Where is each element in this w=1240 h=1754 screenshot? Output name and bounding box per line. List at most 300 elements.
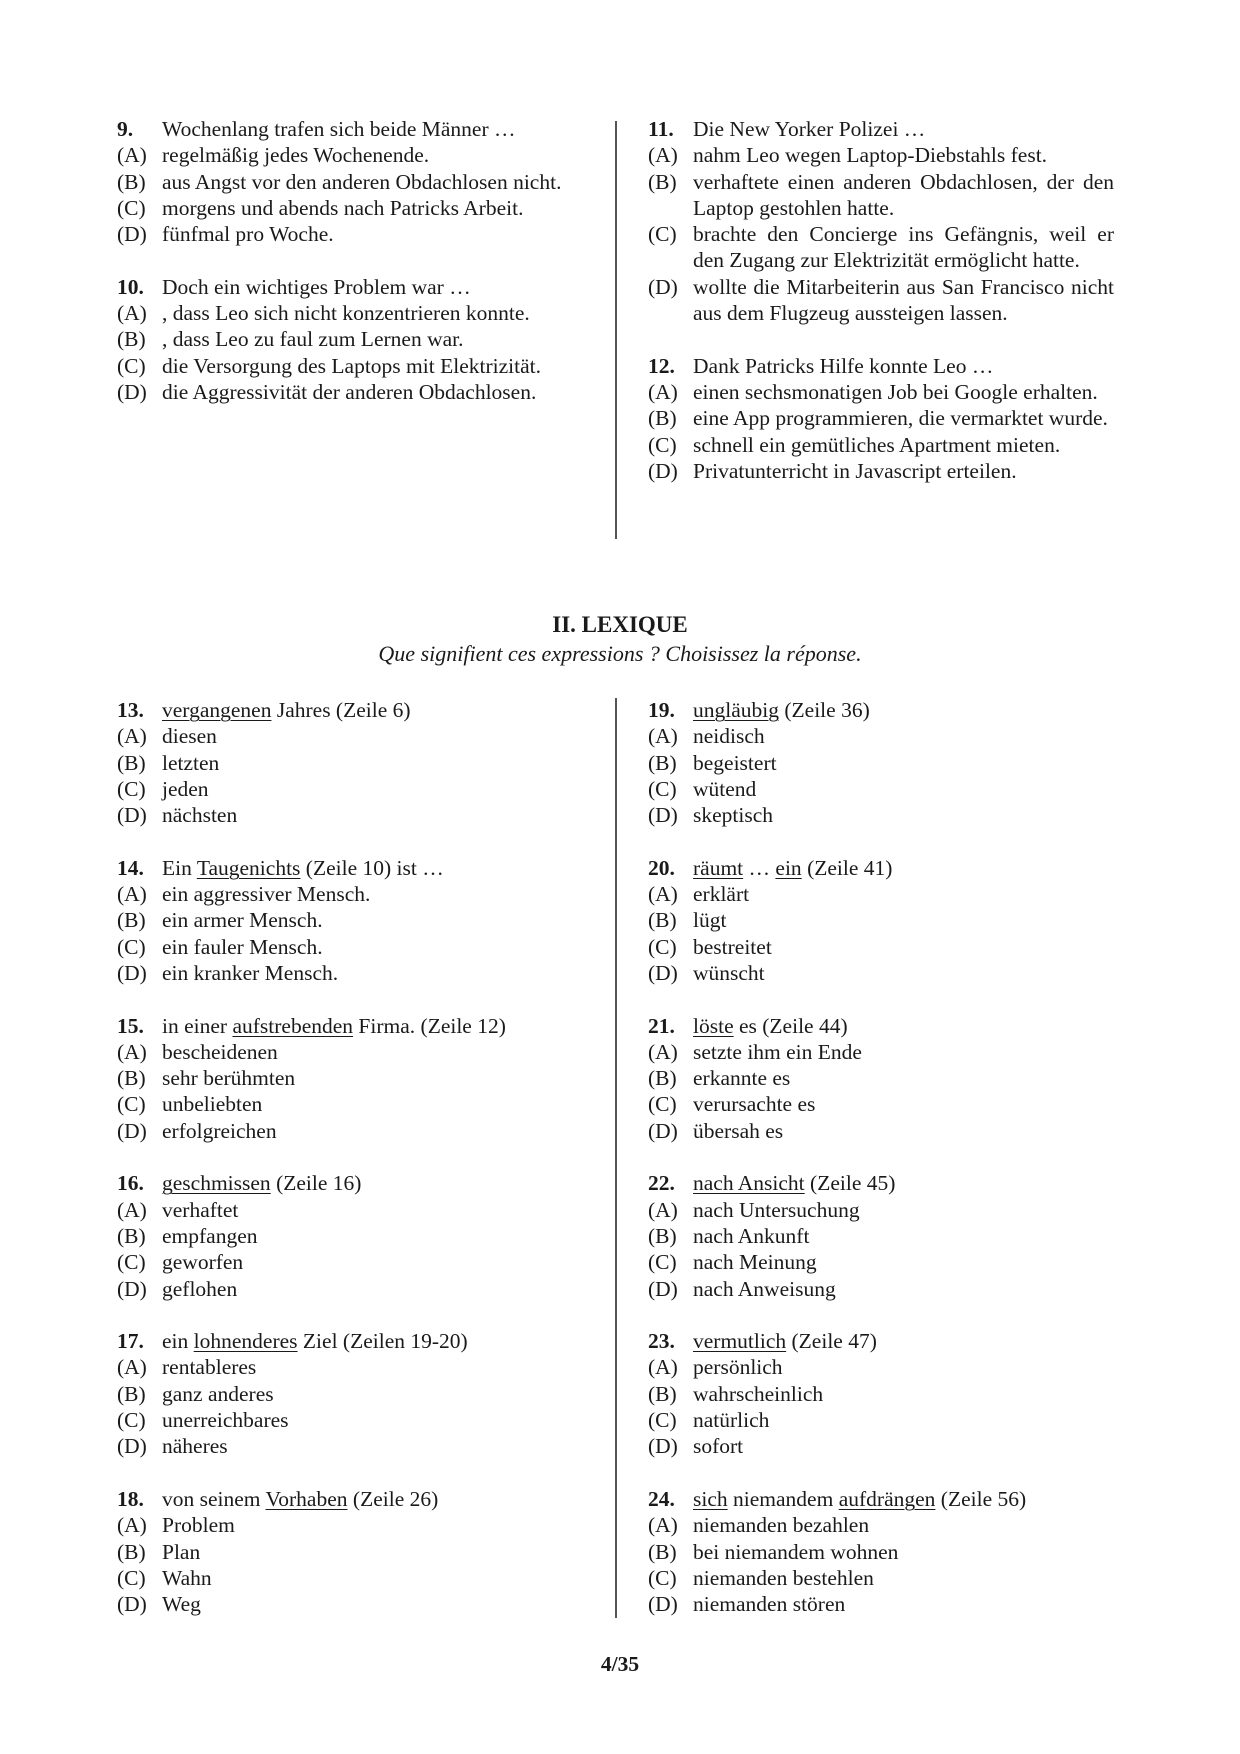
option-text: letzten bbox=[162, 750, 220, 775]
stem-text: (Zeile 41) bbox=[801, 855, 893, 880]
option-letter: (C) bbox=[117, 195, 146, 220]
option-text: , dass Leo sich nicht konzentrieren konnte. bbox=[162, 301, 530, 326]
option-text: verhaftete einen anderen Obdachlosen, der den Laptop gestohlen hatte. bbox=[693, 169, 1114, 220]
question-number: 12. bbox=[648, 353, 675, 378]
question-stem bbox=[648, 1486, 1114, 1512]
stem-text: Jahres (Zeile 6) bbox=[271, 698, 411, 722]
answer-option bbox=[648, 1512, 1114, 1538]
answer-option bbox=[648, 1118, 1114, 1144]
option-text: Problem bbox=[162, 1513, 235, 1538]
option-text: verhaftet bbox=[162, 1197, 239, 1222]
option-letter: (D) bbox=[117, 1276, 147, 1301]
question-stem bbox=[117, 1013, 597, 1039]
option-text: verursachte es bbox=[693, 1092, 816, 1117]
question-text bbox=[693, 697, 1114, 723]
section-title: II. LEXIQUE bbox=[552, 612, 688, 637]
option-letter: (D) bbox=[648, 458, 678, 483]
question bbox=[648, 353, 1114, 484]
answer-option bbox=[648, 274, 1114, 327]
option-text: Plan bbox=[162, 1539, 201, 1564]
option-text: niemanden bestehlen bbox=[693, 1565, 874, 1590]
underlined-expression: Taugenichts bbox=[196, 855, 301, 880]
option-letter: (A) bbox=[648, 1197, 678, 1222]
answer-option bbox=[117, 300, 597, 326]
option-text: natürlich bbox=[693, 1408, 770, 1433]
question-stem bbox=[117, 274, 597, 300]
option-letter: (D) bbox=[117, 1434, 147, 1459]
question bbox=[117, 697, 597, 828]
underlined-expression: Vorhaben bbox=[265, 1486, 348, 1511]
question-number: 21. bbox=[648, 1013, 675, 1038]
option-letter: (A) bbox=[117, 882, 147, 907]
underlined-expression: ungläubig bbox=[693, 698, 779, 722]
question-text bbox=[693, 855, 1114, 881]
option-text: niemanden stören bbox=[693, 1592, 846, 1617]
answer-option bbox=[648, 1433, 1114, 1459]
stem-text: Doch ein wichtiges Problem war … bbox=[162, 274, 471, 299]
option-text: fünfmal pro Woche. bbox=[162, 222, 334, 247]
option-letter: (A) bbox=[117, 301, 147, 326]
option-text: , dass Leo zu faul zum Lernen war. bbox=[162, 327, 464, 352]
stem-text: (Zeile 36) bbox=[779, 698, 870, 722]
stem-text: niemandem bbox=[727, 1486, 839, 1511]
answer-option bbox=[648, 1276, 1114, 1302]
option-text: ein aggressiver Mensch. bbox=[162, 882, 371, 907]
question-number: 18. bbox=[117, 1486, 144, 1511]
answer-option bbox=[648, 1197, 1114, 1223]
question-text bbox=[693, 1013, 1114, 1039]
option-text: einen sechsmonatigen Job bei Google erhalten. bbox=[693, 379, 1098, 404]
stem-text: (Zeile 26) bbox=[347, 1486, 439, 1511]
stem-text: (Zeile 56) bbox=[935, 1486, 1027, 1511]
option-letter: (C) bbox=[648, 432, 677, 457]
answer-option bbox=[648, 960, 1114, 986]
answer-option bbox=[117, 1591, 597, 1617]
option-text: neidisch bbox=[693, 724, 765, 749]
answer-option bbox=[117, 1039, 597, 1065]
underlined-expression: aufstrebenden bbox=[232, 1013, 354, 1038]
option-letter: (D) bbox=[117, 960, 147, 985]
answer-option bbox=[117, 960, 597, 986]
option-text: nach Ankunft bbox=[693, 1223, 810, 1248]
answer-option bbox=[648, 750, 1114, 776]
answer-option bbox=[117, 142, 597, 168]
option-text: morgens und abends nach Patricks Arbeit. bbox=[162, 195, 524, 220]
question-stem bbox=[117, 1328, 597, 1354]
stem-text: von seinem bbox=[162, 1486, 266, 1511]
answer-option bbox=[117, 169, 597, 195]
option-text: eine App programmieren, die vermarktet wurde. bbox=[693, 406, 1108, 431]
option-letter: (D) bbox=[648, 274, 678, 299]
answer-option bbox=[648, 1381, 1114, 1407]
option-text: nach Anweisung bbox=[693, 1276, 836, 1301]
option-letter: (D) bbox=[117, 803, 147, 828]
answer-option bbox=[648, 1407, 1114, 1433]
question-number: 14. bbox=[117, 855, 144, 880]
answer-option bbox=[117, 1197, 597, 1223]
option-text: wünscht bbox=[693, 960, 765, 985]
question-number: 22. bbox=[648, 1171, 675, 1196]
question bbox=[117, 1013, 597, 1144]
section1-left-column bbox=[117, 116, 597, 432]
answer-option bbox=[117, 802, 597, 828]
question bbox=[117, 116, 597, 247]
question-number: 19. bbox=[648, 698, 675, 722]
option-letter: (A) bbox=[117, 143, 147, 168]
option-text: persönlich bbox=[693, 1355, 783, 1380]
answer-option bbox=[117, 1276, 597, 1302]
option-text: die Versorgung des Laptops mit Elektrizität. bbox=[162, 353, 541, 378]
column-divider bbox=[615, 698, 617, 1618]
answer-option bbox=[117, 379, 597, 405]
question bbox=[648, 1328, 1114, 1459]
option-letter: (D) bbox=[117, 1118, 147, 1143]
question-stem bbox=[648, 1170, 1114, 1196]
option-text: rentableres bbox=[162, 1355, 257, 1380]
question-stem bbox=[117, 1170, 597, 1196]
option-text: empfangen bbox=[162, 1223, 258, 1248]
stem-text: Dank Patricks Hilfe konnte Leo … bbox=[693, 353, 994, 378]
answer-option bbox=[648, 1354, 1114, 1380]
option-text: Privatunterricht in Javascript erteilen. bbox=[693, 458, 1017, 483]
option-text: brachte den Concierge ins Gefängnis, weil er den Zugang zur Elektrizität ermöglicht hatte. bbox=[693, 222, 1114, 273]
option-letter: (A) bbox=[117, 1355, 147, 1380]
question bbox=[648, 116, 1114, 326]
underlined-expression: räumt bbox=[693, 855, 744, 880]
answer-option bbox=[117, 776, 597, 802]
option-text: erkannte es bbox=[693, 1066, 791, 1091]
option-letter: (B) bbox=[117, 1381, 146, 1406]
option-text: nahm Leo wegen Laptop-Diebstahls fest. bbox=[693, 143, 1048, 168]
option-text: bestreitet bbox=[693, 934, 772, 959]
question-text bbox=[693, 1170, 1114, 1196]
option-text: sehr berühmten bbox=[162, 1066, 296, 1091]
question-number: 15. bbox=[117, 1013, 144, 1038]
option-text: erfolgreichen bbox=[162, 1118, 277, 1143]
question-number: 17. bbox=[117, 1329, 144, 1354]
question-number: 20. bbox=[648, 855, 675, 880]
option-letter: (A) bbox=[117, 1197, 147, 1222]
answer-option bbox=[648, 907, 1114, 933]
option-letter: (D) bbox=[648, 1118, 678, 1143]
answer-option bbox=[648, 1039, 1114, 1065]
option-text: geflohen bbox=[162, 1276, 238, 1301]
option-text: skeptisch bbox=[693, 803, 774, 828]
question-number: 24. bbox=[648, 1486, 675, 1511]
option-text: niemanden bezahlen bbox=[693, 1513, 870, 1538]
option-letter: (B) bbox=[117, 169, 146, 194]
question-number: 9. bbox=[117, 117, 134, 141]
option-letter: (B) bbox=[117, 1223, 146, 1248]
option-text: diesen bbox=[162, 724, 217, 749]
column-divider bbox=[615, 121, 617, 539]
answer-option bbox=[117, 1091, 597, 1117]
answer-option bbox=[648, 802, 1114, 828]
option-letter: (C) bbox=[648, 1092, 677, 1117]
option-letter: (B) bbox=[117, 1539, 146, 1564]
option-letter: (C) bbox=[117, 776, 146, 801]
option-text: regelmäßig jedes Wochenende. bbox=[162, 143, 430, 168]
answer-option bbox=[117, 1249, 597, 1275]
stem-text: (Zeile 47) bbox=[786, 1329, 877, 1354]
option-letter: (C) bbox=[117, 1408, 146, 1433]
option-text: die Aggressivität der anderen Obdachlosen. bbox=[162, 379, 537, 404]
option-text: übersah es bbox=[693, 1118, 784, 1143]
option-text: jeden bbox=[162, 776, 209, 801]
stem-text: (Zeile 10) ist … bbox=[300, 855, 444, 880]
question-stem bbox=[117, 855, 597, 881]
option-letter: (C) bbox=[648, 222, 677, 247]
answer-option bbox=[648, 1223, 1114, 1249]
section-subtitle: Que signifient ces expressions ? Choisissez la réponse. bbox=[378, 641, 862, 666]
option-text: nach Meinung bbox=[693, 1250, 817, 1275]
answer-option bbox=[117, 1223, 597, 1249]
option-letter: (B) bbox=[117, 750, 146, 775]
option-text: Wahn bbox=[162, 1565, 212, 1590]
stem-text: ein bbox=[162, 1329, 194, 1354]
underlined-expression: geschmissen bbox=[162, 1171, 271, 1196]
answer-option bbox=[648, 1249, 1114, 1275]
lexique-left-column bbox=[117, 697, 597, 1644]
option-text: wahrscheinlich bbox=[693, 1381, 824, 1406]
question-stem bbox=[117, 1486, 597, 1512]
option-text: unerreichbares bbox=[162, 1408, 289, 1433]
option-letter: (C) bbox=[117, 353, 146, 378]
answer-option bbox=[648, 934, 1114, 960]
option-text: ein fauler Mensch. bbox=[162, 934, 323, 959]
option-text: begeistert bbox=[693, 750, 777, 775]
stem-text: Wochenlang trafen sich beide Männer … bbox=[162, 117, 516, 141]
question-text bbox=[162, 1486, 597, 1512]
answer-option bbox=[117, 1354, 597, 1380]
answer-option bbox=[648, 169, 1114, 222]
question-number: 11. bbox=[648, 117, 674, 141]
question-text bbox=[693, 1486, 1114, 1512]
option-letter: (C) bbox=[117, 1092, 146, 1117]
option-letter: (C) bbox=[117, 1565, 146, 1590]
option-text: sofort bbox=[693, 1434, 744, 1459]
stem-text: Die New Yorker Polizei … bbox=[693, 117, 926, 141]
answer-option bbox=[648, 458, 1114, 484]
option-letter: (C) bbox=[117, 934, 146, 959]
option-text: bei niemandem wohnen bbox=[693, 1539, 899, 1564]
underlined-expression: löste bbox=[693, 1013, 734, 1038]
answer-option bbox=[648, 1091, 1114, 1117]
option-letter: (C) bbox=[648, 934, 677, 959]
option-letter: (C) bbox=[117, 1250, 146, 1275]
question bbox=[117, 855, 597, 986]
option-text: nach Untersuchung bbox=[693, 1197, 860, 1222]
question bbox=[117, 1170, 597, 1301]
answer-option bbox=[648, 1565, 1114, 1591]
answer-option bbox=[117, 881, 597, 907]
question-text bbox=[162, 274, 597, 300]
option-letter: (A) bbox=[117, 724, 147, 749]
answer-option bbox=[117, 1565, 597, 1591]
option-letter: (B) bbox=[648, 1223, 677, 1248]
option-letter: (A) bbox=[648, 1355, 678, 1380]
question-text bbox=[162, 1328, 597, 1354]
option-letter: (B) bbox=[117, 327, 146, 352]
option-text: Weg bbox=[162, 1592, 201, 1617]
question-text bbox=[693, 116, 1114, 142]
answer-option bbox=[117, 723, 597, 749]
option-letter: (D) bbox=[117, 379, 147, 404]
option-letter: (D) bbox=[648, 803, 678, 828]
option-text: wollte die Mitarbeiterin aus San Francisco nicht aus dem Flugzeug aussteigen lassen. bbox=[693, 274, 1114, 326]
answer-option bbox=[648, 723, 1114, 749]
answer-option bbox=[648, 1539, 1114, 1565]
option-letter: (B) bbox=[648, 750, 677, 775]
option-letter: (B) bbox=[648, 169, 677, 194]
answer-option bbox=[648, 405, 1114, 431]
option-letter: (A) bbox=[648, 1513, 678, 1538]
option-letter: (A) bbox=[648, 724, 678, 749]
answer-option bbox=[648, 432, 1114, 458]
option-letter: (C) bbox=[648, 776, 677, 801]
answer-option bbox=[648, 142, 1114, 168]
stem-text: … bbox=[743, 855, 776, 880]
answer-option bbox=[648, 881, 1114, 907]
question-stem bbox=[117, 116, 597, 142]
question bbox=[117, 274, 597, 405]
question-number: 13. bbox=[117, 698, 144, 722]
stem-text: Firma. (Zeile 12) bbox=[353, 1013, 506, 1038]
answer-option bbox=[117, 1381, 597, 1407]
answer-option bbox=[117, 1433, 597, 1459]
answer-option bbox=[648, 1591, 1114, 1617]
option-text: aus Angst vor den anderen Obdachlosen nicht. bbox=[162, 169, 562, 194]
option-letter: (A) bbox=[648, 1039, 678, 1064]
underlined-expression: aufdrängen bbox=[838, 1486, 936, 1511]
question-text bbox=[162, 1013, 597, 1039]
question-text bbox=[693, 353, 1114, 379]
option-letter: (A) bbox=[117, 1039, 147, 1064]
answer-option bbox=[117, 326, 597, 352]
option-letter: (C) bbox=[648, 1408, 677, 1433]
option-letter: (B) bbox=[648, 1381, 677, 1406]
underlined-expression: ein bbox=[775, 855, 802, 880]
underlined-expression: vergangenen bbox=[162, 698, 272, 722]
question-text bbox=[162, 697, 597, 723]
answer-option bbox=[117, 353, 597, 379]
stem-text: Ziel (Zeilen 19-20) bbox=[297, 1329, 468, 1354]
question bbox=[117, 1328, 597, 1459]
page-number: 4/35 bbox=[600, 1652, 640, 1676]
section1-right-column bbox=[648, 116, 1114, 510]
lexique-right-column bbox=[648, 697, 1114, 1644]
answer-option bbox=[117, 934, 597, 960]
underlined-expression: sich bbox=[693, 1486, 728, 1511]
option-letter: (D) bbox=[648, 1276, 678, 1301]
answer-option bbox=[117, 1539, 597, 1565]
answer-option bbox=[117, 1512, 597, 1538]
stem-text: (Zeile 45) bbox=[804, 1171, 896, 1196]
answer-option bbox=[117, 750, 597, 776]
underlined-expression: vermutlich bbox=[693, 1329, 787, 1354]
stem-text: Ein bbox=[162, 855, 197, 880]
option-letter: (C) bbox=[648, 1565, 677, 1590]
answer-option bbox=[117, 1407, 597, 1433]
question-stem bbox=[648, 1013, 1114, 1039]
answer-option bbox=[117, 1065, 597, 1091]
option-letter: (A) bbox=[117, 1513, 147, 1538]
question bbox=[648, 1486, 1114, 1617]
question-stem bbox=[648, 353, 1114, 379]
answer-option bbox=[648, 1065, 1114, 1091]
question bbox=[117, 1486, 597, 1617]
question-text bbox=[162, 855, 597, 881]
option-text: ein kranker Mensch. bbox=[162, 960, 339, 985]
question-text bbox=[162, 1170, 597, 1196]
option-text: setzte ihm ein Ende bbox=[693, 1039, 862, 1064]
option-letter: (D) bbox=[648, 1434, 678, 1459]
option-letter: (C) bbox=[648, 1250, 677, 1275]
option-letter: (B) bbox=[648, 1539, 677, 1564]
option-letter: (B) bbox=[117, 1066, 146, 1091]
answer-option bbox=[117, 907, 597, 933]
question-number: 10. bbox=[117, 274, 144, 299]
option-letter: (D) bbox=[117, 222, 147, 247]
question-number: 16. bbox=[117, 1171, 144, 1196]
option-text: lügt bbox=[693, 908, 727, 933]
answer-option bbox=[648, 221, 1114, 274]
question bbox=[648, 1013, 1114, 1144]
underlined-expression: lohnenderes bbox=[193, 1329, 298, 1354]
question bbox=[648, 697, 1114, 828]
option-text: ein armer Mensch. bbox=[162, 908, 323, 933]
option-text: nächsten bbox=[162, 803, 238, 828]
option-text: näheres bbox=[162, 1434, 228, 1459]
option-letter: (A) bbox=[648, 379, 678, 404]
question-stem bbox=[648, 116, 1114, 142]
question-stem bbox=[117, 697, 597, 723]
question-stem bbox=[648, 1328, 1114, 1354]
option-letter: (D) bbox=[648, 1592, 678, 1617]
answer-option bbox=[117, 1118, 597, 1144]
option-letter: (D) bbox=[117, 1592, 147, 1617]
option-letter: (A) bbox=[648, 882, 678, 907]
question-number: 23. bbox=[648, 1329, 675, 1354]
option-text: unbeliebten bbox=[162, 1092, 263, 1117]
option-text: ganz anderes bbox=[162, 1381, 274, 1406]
question bbox=[648, 1170, 1114, 1301]
question-text bbox=[693, 1328, 1114, 1354]
stem-text: in einer bbox=[162, 1013, 233, 1038]
option-letter: (B) bbox=[648, 1066, 677, 1091]
option-text: bescheidenen bbox=[162, 1039, 278, 1064]
answer-option bbox=[648, 379, 1114, 405]
option-text: schnell ein gemütliches Apartment mieten. bbox=[693, 432, 1061, 457]
answer-option bbox=[648, 776, 1114, 802]
question-stem bbox=[648, 855, 1114, 881]
option-letter: (A) bbox=[648, 143, 678, 168]
option-text: wütend bbox=[693, 776, 757, 801]
option-letter: (B) bbox=[648, 908, 677, 933]
option-text: geworfen bbox=[162, 1250, 244, 1275]
stem-text: (Zeile 16) bbox=[270, 1171, 362, 1196]
option-letter: (B) bbox=[117, 908, 146, 933]
stem-text: es (Zeile 44) bbox=[733, 1013, 848, 1038]
answer-option bbox=[117, 195, 597, 221]
option-text: erklärt bbox=[693, 882, 750, 907]
question-stem bbox=[648, 697, 1114, 723]
question-text bbox=[162, 116, 597, 142]
answer-option bbox=[117, 221, 597, 247]
underlined-expression: nach Ansicht bbox=[693, 1171, 805, 1196]
question bbox=[648, 855, 1114, 986]
option-letter: (D) bbox=[648, 960, 678, 985]
